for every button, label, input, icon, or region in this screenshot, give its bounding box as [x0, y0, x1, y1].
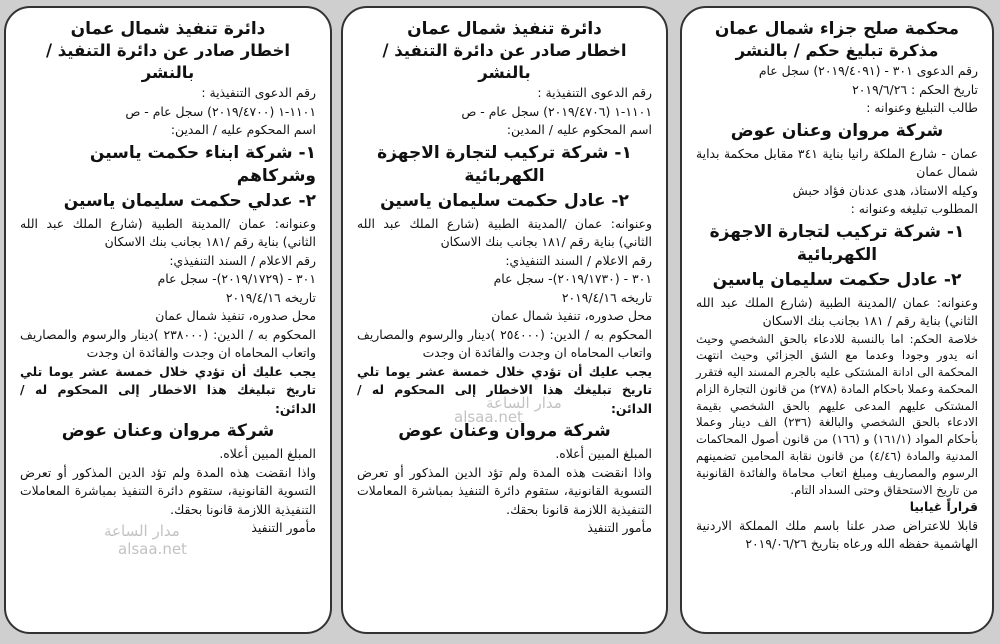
- verdict: قراراً غيابيا: [909, 499, 978, 515]
- watermark-text: مدار الساعة: [486, 394, 562, 412]
- notice-subtitle: اخطار صادر عن دائرة التنفيذ / بالنشر: [382, 41, 627, 82]
- judged-amount: المحكوم به / الدين: (٢٣٨٠٠٠ )دينار والرسوم والمصاريف واتعاب المحاماه ان وجدت والفائدة ان وجدت: [20, 326, 316, 360]
- debtor-2: ٢- عدلي حكمت سليمان ياسين: [63, 190, 316, 211]
- plaintiff-address: عمان - شارع الملكة رانيا بناية ٣٤١ مقابل محكمة بداية شمال عمان: [696, 145, 978, 179]
- notice-subtitle: اخطار صادر عن دائرة التنفيذ / بالنشر: [45, 41, 291, 82]
- deed-label: رقم الاعلام / السند التنفيذي:: [169, 252, 316, 268]
- amount-note: المبلغ المبين أعلاه.: [219, 446, 316, 461]
- deed-number: ٣٠١ - (٢٠١٩/١٧٣٠)- سجل عام: [493, 271, 652, 286]
- ruling-date: تاريخ الحكم : ٢٠١٩/٦/٢٦: [852, 81, 978, 97]
- debtor-1: ١- شركة ابناء حكمت ياسين وشركاهم: [89, 142, 316, 186]
- debtor-address: وعنوانه: عمان /المدينة الطبية (شارع الملك عبد الله الثاني) بناية رقم /١٨١ بجانب بنك الاسكان: [20, 215, 316, 249]
- payment-warning: يجب عليك أن تؤدي خلال خمسة عشر يوما تلي تاريخ تبليغك هذا الاخطار إلى المحكوم له / الدائن:: [357, 363, 652, 416]
- wanted-label: المطلوب تبليغه وعنوانه :: [850, 201, 978, 216]
- debtor-label: اسم المحكوم عليه / المدين:: [170, 122, 316, 137]
- creditor-name: شركة مروان وعنان عوض: [398, 421, 611, 441]
- watermark-url: alsaa.net: [454, 408, 523, 426]
- signature: مأمور التنفيذ: [251, 520, 316, 535]
- requester-label: طالب التبليغ وعنوانه :: [866, 100, 978, 115]
- watermark-text: مدار الساعة: [104, 522, 180, 540]
- debtor-1: ١- شركة تركيب لتجارة الاجهزة الكهربائية: [377, 142, 632, 186]
- case-label: رقم الدعوى التنفيذية :: [537, 85, 652, 100]
- defendant-2: ٢- عادل حكمت سليمان ياسين: [712, 269, 962, 290]
- court-notice-column: [680, 6, 994, 634]
- defendant-address: وعنوانه: عمان /المدينة الطبية (شارع الملك عبد الله الثاني) بناية رقم / ١٨١ بجانب بنك الاسكان: [696, 294, 978, 328]
- signature: مأمور التنفيذ: [587, 520, 652, 535]
- debtor-address: وعنوانه: عمان /المدينة الطبية (شارع الملك عبد الله الثاني) بناية رقم /١٨١ بجانب بنك الاسكان: [357, 215, 652, 249]
- final-warning: واذا انقضت هذه المدة ولم تؤد الدين المذكور أو تعرض التسوية القانونية، ستقوم دائرة التنفيذ بمباشرة المعاملات التنفيذية اللازمة قانونا بحقك.: [20, 464, 316, 517]
- payment-warning: يجب عليك أن تؤدي خلال خمسة عشر يوما تلي تاريخ تبليغك هذا الاخطار إلى المحكوم له / الدائن:: [20, 363, 316, 416]
- plaintiff-agent: وكيله الاستاذ، هدى عدنان فؤاد حبش: [792, 182, 978, 198]
- department-title: دائرة تنفيذ شمال عمان: [70, 19, 266, 39]
- debtor-2: ٢- عادل حكمت سليمان ياسين: [380, 190, 629, 211]
- department-title: دائرة تنفيذ شمال عمان: [407, 19, 602, 39]
- defendant-1: ١- شركة تركيب لتجارة الاجهزة الكهربائية: [709, 221, 965, 265]
- debtor-label: اسم المحكوم عليه / المدين:: [506, 122, 652, 137]
- deed-date: تاريخه ٢٠١٩/٤/١٦: [561, 289, 652, 305]
- court-subtitle: مذكرة تبليغ حكم / بالنشر: [735, 41, 939, 60]
- case-label: رقم الدعوى التنفيذية :: [201, 85, 316, 100]
- watermark-url: alsaa.net: [118, 540, 187, 558]
- judged-amount: المحكوم به / الدين: (٢٥٤٠٠٠ )دينار والرسوم والمصاريف واتعاب المحاماه ان وجدت والفائدة ان وجدت: [357, 326, 652, 360]
- closing-statement: قابلا للاعتراض صدر علنا باسم ملك المملكة الاردنية الهاشمية حفظه الله ورعاه بتاريخ ٢٠١٩/٠٦/٢٦: [696, 517, 978, 552]
- case-number: ١١٠١-١ (٢٠١٩/٤٧٠٦) سجل عام - ص: [461, 103, 652, 119]
- execution-notice-column-middle: [341, 6, 668, 634]
- plaintiff-name: شركة مروان وعنان عوض: [730, 120, 944, 141]
- deed-number: ٣٠١ - (٢٠١٩/١٧٢٩)- سجل عام: [157, 271, 316, 286]
- issuing-place: محل صدوره، تنفيذ شمال عمان: [491, 308, 652, 323]
- case-number: ١١٠١-١ (٢٠١٩/٤٧٠٠) سجل عام - ص: [125, 103, 316, 119]
- deed-label: رقم الاعلام / السند التنفيذي:: [505, 252, 652, 268]
- creditor-name: شركة مروان وعنان عوض: [61, 421, 275, 441]
- deed-date: تاريخه ٢٠١٩/٤/١٦: [225, 289, 316, 305]
- issuing-place: محل صدوره، تنفيذ شمال عمان: [155, 308, 316, 323]
- amount-note: المبلغ المبين أعلاه.: [555, 446, 652, 461]
- case-number: رقم الدعوى ٣٠١ - (٢٠١٩/٤٠٩١) سجل عام: [758, 63, 978, 78]
- court-title: محكمة صلح جزاء شمال عمان: [714, 19, 960, 39]
- final-warning: واذا انقضت هذه المدة ولم تؤد الدين المذكور أو تعرض التسوية القانونية، ستقوم دائرة التنفيذ بمباشرة المعاملات التنفيذية اللازمة قانونا بحقك.: [357, 464, 652, 517]
- execution-notice-column-left: [4, 6, 332, 634]
- ruling-summary: خلاصة الحكم: اما بالنسبة للادعاء بالحق الشخصي وحيث انه يدور وجودا وعدما مع الشق الجزائي وحيث انتهت المحكمة الى ادانة المشتكى عليه بالجرم المسند اليه فتقرر المحكمة وعملا باحكام المادة (٢٧٨) من قانون التجارة الزام المشتكى عليهم المدعى عليهم بالحق الشخصي بقيمة الادعاء بالحق الشخصي والبالغة (٢٣٦) الف دينار وعملا بأحكام المواد (١٦١/١) و (١٦٦) من قانون أصول المحاكمات المدنية والمادة (٤/٤٦) من قانون نقابة المحامين تضمينهم الرسوم والمصاريف ومبلغ اتعاب محاماة والفائدة القانونية من تاريخ الاستحقاق وحتى السداد التام.: [696, 331, 979, 497]
